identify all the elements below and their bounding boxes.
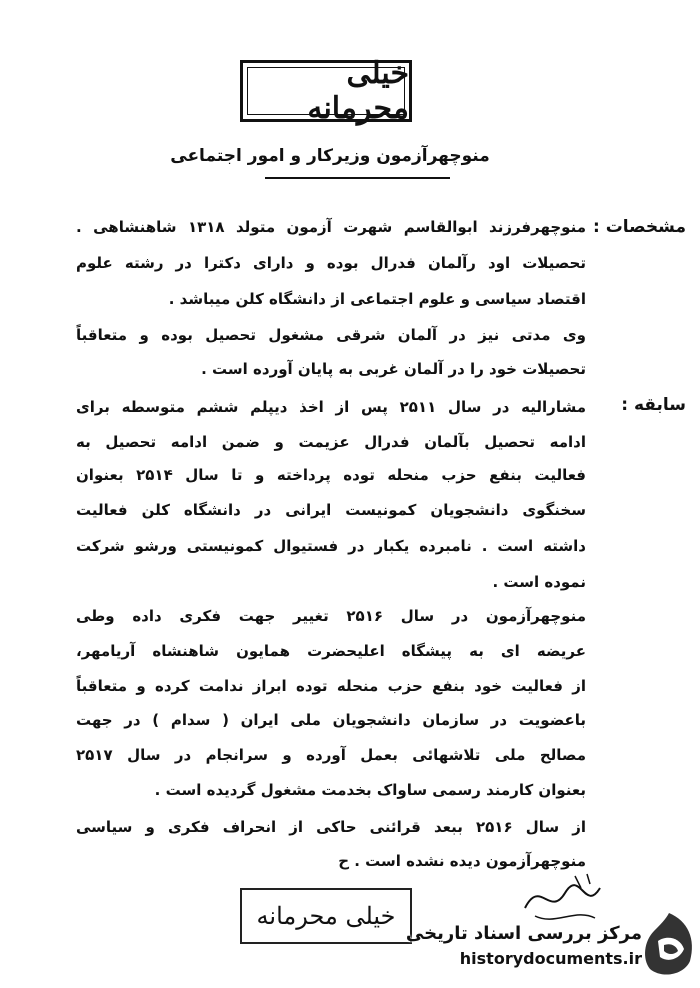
text-line: اقتصاد سیاسی و علوم اجتماعی از دانشگاه کلن میباشد .: [168, 290, 586, 308]
text-line: منوچهرفرزند ابوالقاسم شهرت آزمون متولد ۱۳۱۸ شاهنشاهی .: [76, 218, 586, 236]
title-underline: [265, 177, 450, 179]
text-line: فعالیت بنفع حزب منحله توده پرداخته و تا سال ۲۵۱۴ بعنوان: [76, 466, 586, 484]
text-line: تحصیلات اود رآلمان فدرال بوده و دارای دکترا در رشته علوم: [76, 254, 586, 272]
text-line: مشارالیه در سال ۲۵۱۱ پس از اخذ دیپلم ششم متوسطه برای: [76, 398, 586, 416]
text-line: داشته است . نامبرده یکبار در فستیوال کمونیستی ورشو شرکت: [76, 537, 586, 555]
classification-stamp-top: [240, 56, 412, 126]
text-line: عریضه ای به پیشگاه اعلیحضرت همایون شاهنشاه آریامهر،: [76, 642, 586, 660]
text-line: سخنگوی دانشجویان کمونیست ایرانی در دانشگاه کلن فعالیت: [76, 501, 586, 519]
text-line: بعنوان کارمند رسمی ساواک بخدمت مشغول گردیده است .: [154, 781, 586, 799]
text-line: وی مدتی نیز در آلمان شرقی مشغول تحصیل بوده و متعاقباً: [76, 326, 586, 344]
text-line: منوچهرآزمون دیده نشده است . ح: [338, 852, 586, 870]
archive-emblem-icon: [640, 911, 698, 981]
section-label-record: سابقه :: [621, 395, 686, 415]
text-line: از فعالیت خود بنفع حزب منحله توده ابراز ندامت کرده و متعاقباً: [76, 677, 586, 695]
text-line: از سال ۲۵۱۶ ببعد قرائنی حاکی از انحراف فکری و سیاسی: [76, 818, 587, 836]
text-line: نموده است .: [492, 573, 586, 591]
text-line: ادامه تحصیل بآلمان فدرال عزیمت و ضمن ادامه تحصیل به: [76, 433, 586, 451]
watermark-name: مرکز بررسی اسناد تاریخی: [405, 923, 642, 944]
watermark-url: historydocuments.ir: [459, 949, 642, 968]
text-line: تحصیلات خود را در آلمان غربی به پایان آورده است .: [201, 360, 586, 378]
watermark-logo: [405, 905, 700, 988]
document-title: منوچهرآزمون وزیرکار و امور اجتماعی: [170, 146, 490, 166]
text-line: منوچهرآزمون در سال ۲۵۱۶ تغییر جهت فکری داده وطی: [76, 607, 586, 625]
text-line: باعضویت در سازمان دانشجویان ملی ایران ( سدام ) در جهت: [76, 711, 586, 729]
text-line: مصالح ملی تلاشهائی بعمل آورده و سرانجام در سال ۲۵۱۷: [76, 746, 586, 764]
stamp-top-text: خیلی محرمانه: [307, 56, 409, 126]
stamp-bottom-text: خیلی محرمانه: [256, 902, 396, 930]
classification-stamp-bottom: [240, 888, 412, 944]
section-label-specs: مشخصات :: [592, 217, 686, 237]
